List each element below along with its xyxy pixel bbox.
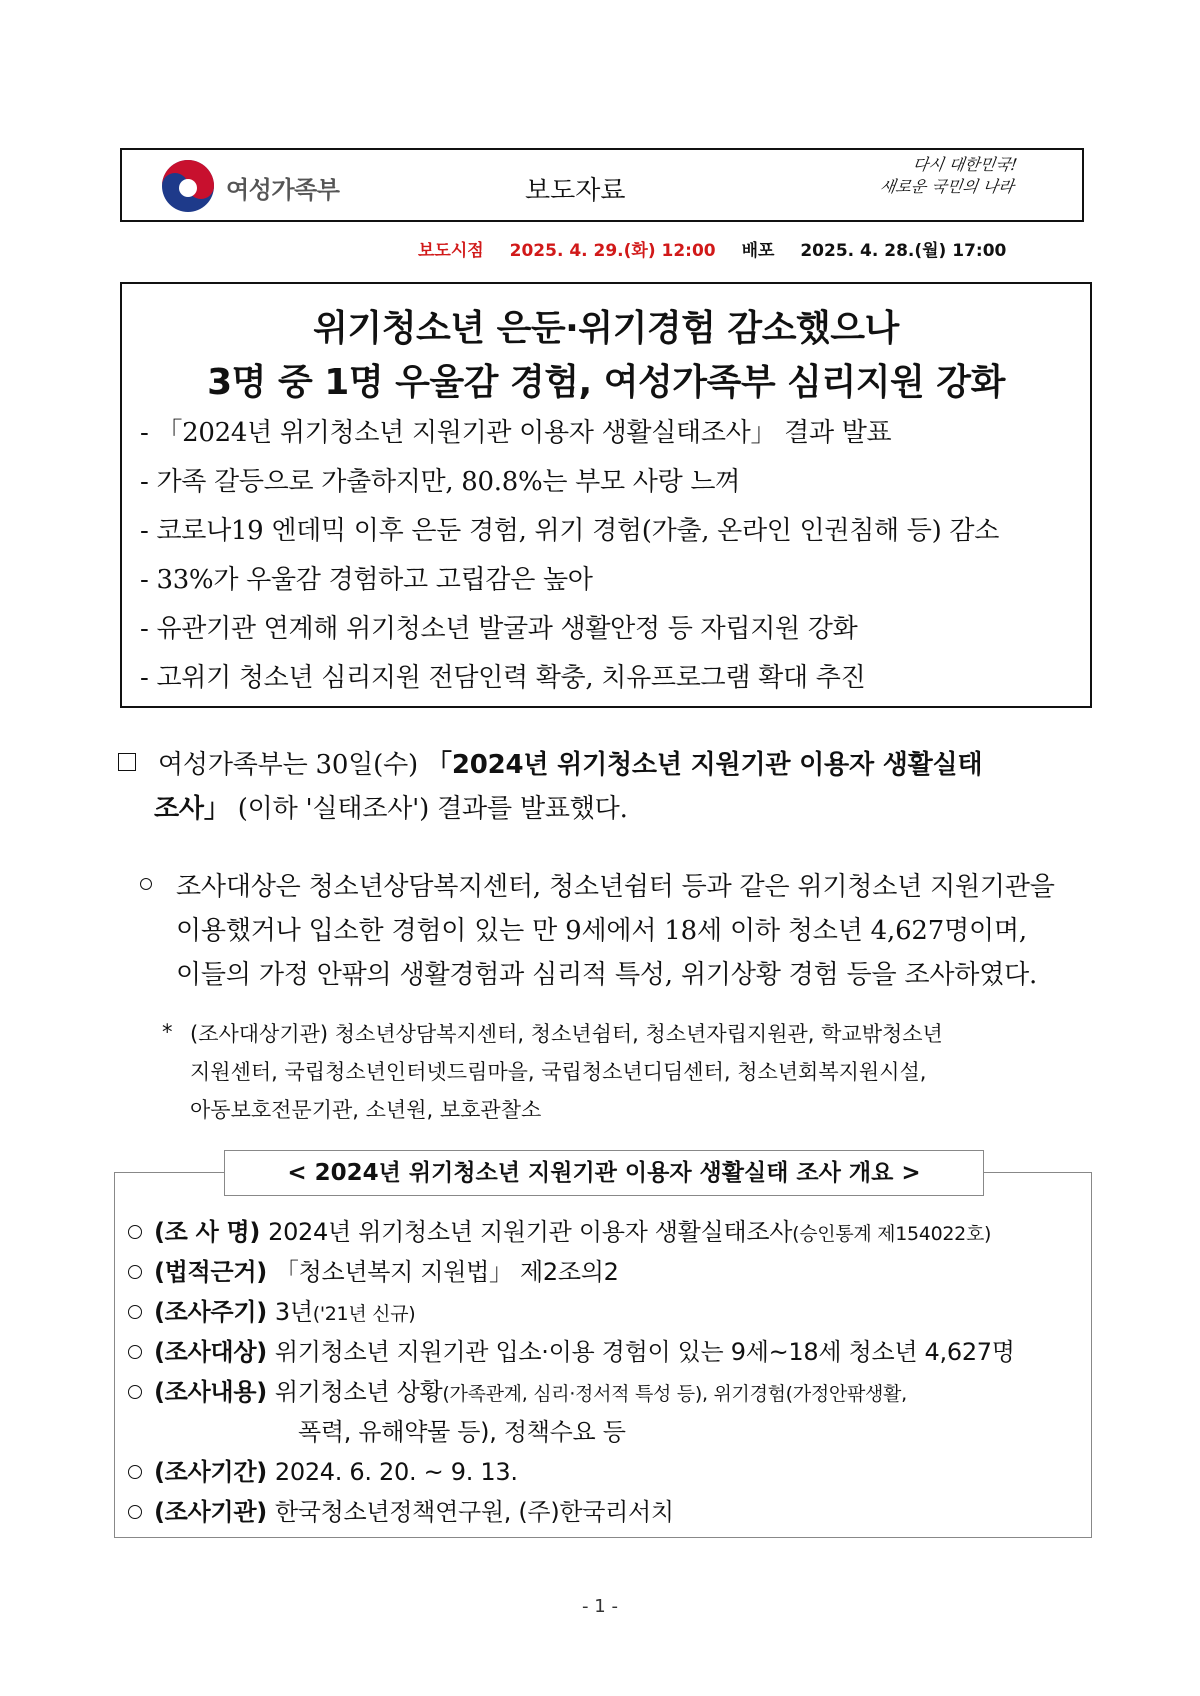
- overview-row-continuation: 폭력, 유해약물 등), 정책수요 등: [298, 1418, 626, 1446]
- headline-line2: 3명 중 1명 우울감 경험, 여성가족부 심리지원 강화: [207, 362, 1005, 403]
- summary-item: - 고위기 청소년 심리지원 전담인력 확충, 치유프로그램 확대 추진: [140, 663, 866, 693]
- p1-intro: 여성가족부는 30일(수): [158, 750, 418, 780]
- overview-row: (조사주기) 3년('21년 신규): [128, 1292, 415, 1327]
- paragraph-1-line2: [154, 788, 628, 825]
- overview-row: (조사내용) 위기청소년 상황(가족관계, 심리·정서적 특성 등), 위기경험(가정안팎생활,: [128, 1372, 907, 1407]
- circle-bullet-icon: [128, 1225, 142, 1239]
- slogan-signature: [818, 154, 1077, 218]
- circle-bullet-icon: [128, 1305, 142, 1319]
- overview-row: (조사기간) 2024. 6. 20. ~ 9. 13.: [128, 1452, 518, 1487]
- circle-bullet-icon: [128, 1465, 142, 1479]
- doc-type: 보도자료: [525, 176, 626, 206]
- overview-row: (조 사 명) 2024년 위기청소년 지원기관 이용자 생활실태조사(승인통계 제154022호): [128, 1212, 991, 1247]
- paragraph-2-line2: 이용했거나 입소한 경험이 있는 만 9세에서 18세 이하 청소년 4,627명이며,: [176, 916, 1027, 946]
- summary-item: - 「2024년 위기청소년 지원기관 이용자 생활실태조사」 결과 발표: [140, 418, 892, 448]
- note-line1: (조사대상기관) 청소년상담복지센터, 청소년쉼터, 청소년자립지원관, 학교밖청소년: [190, 1022, 943, 1046]
- paragraph-2-line1: 조사대상은 청소년상담복지센터, 청소년쉼터 등과 같은 위기청소년 지원기관을: [176, 872, 1055, 902]
- summary-item: - 유관기관 연계해 위기청소년 발굴과 생활안정 등 자립지원 강화: [140, 614, 858, 644]
- release-label: 보도시점: [418, 241, 484, 261]
- note-star: *: [162, 1020, 173, 1044]
- summary-item: - 가족 갈등으로 가출하지만, 80.8%는 부모 사랑 느껴: [140, 467, 740, 497]
- distribution-datetime: 2025. 4. 28.(월) 17:00: [800, 241, 1007, 261]
- overview-row: (법적근거) 「청소년복지 지원법」 제2조의2: [128, 1252, 619, 1287]
- p1-survey-title: 「2024년 위기청소년 지원기관 이용자 생활실태: [426, 750, 983, 780]
- release-info: [418, 236, 1026, 261]
- government-taegeuk-logo-icon: [160, 158, 216, 214]
- slogan-line1: 다시 대한민국!: [911, 155, 1019, 174]
- headline-line1: 위기청소년 은둔·위기경험 감소했으나: [313, 308, 899, 349]
- note-line3: 아동보호전문기관, 소년원, 보호관찰소: [190, 1098, 542, 1122]
- page-number: - 1 -: [582, 1596, 618, 1617]
- summary-item: - 코로나19 엔데믹 이후 은둔 경험, 위기 경험(가출, 온라인 인권침해 등) 감소: [140, 516, 1000, 546]
- slogan-line2: 새로운 국민의 나라: [878, 177, 1016, 196]
- press-header: [120, 148, 1084, 222]
- circle-bullet-icon: [128, 1385, 142, 1399]
- circle-bullet-icon: [128, 1345, 142, 1359]
- headline-box: [120, 282, 1092, 708]
- org-name: 여성가족부: [226, 176, 340, 204]
- p1-rest: (이하 '실태조사') 결과를 발표했다.: [237, 794, 628, 824]
- circle-bullet-icon: [140, 878, 152, 890]
- overview-row: (조사대상) 위기청소년 지원기관 입소·이용 경험이 있는 9세~18세 청소년 4,627명: [128, 1332, 1015, 1367]
- circle-bullet-icon: [128, 1265, 142, 1279]
- release-datetime: 2025. 4. 29.(화) 12:00: [509, 241, 716, 261]
- note-line2: 지원센터, 국립청소년인터넷드림마을, 국립청소년디딤센터, 청소년회복지원시설,: [190, 1060, 927, 1084]
- checkbox-bullet-icon: [118, 753, 136, 771]
- overview-row: (조사기관) 한국청소년정책연구원, (주)한국리서치: [128, 1492, 674, 1527]
- distribution-label: 배포: [741, 241, 775, 261]
- paragraph-1-line1: [158, 744, 982, 781]
- overview-title: < 2024년 위기청소년 지원기관 이용자 생활실태 조사 개요 >: [224, 1150, 984, 1196]
- summary-item: - 33%가 우울감 경험하고 고립감은 높아: [140, 565, 593, 595]
- circle-bullet-icon: [128, 1505, 142, 1519]
- p1-survey-title-end: 조사」: [154, 794, 230, 824]
- paragraph-2-line3: 이들의 가정 안팎의 생활경험과 심리적 특성, 위기상황 경험 등을 조사하였다.: [176, 960, 1038, 990]
